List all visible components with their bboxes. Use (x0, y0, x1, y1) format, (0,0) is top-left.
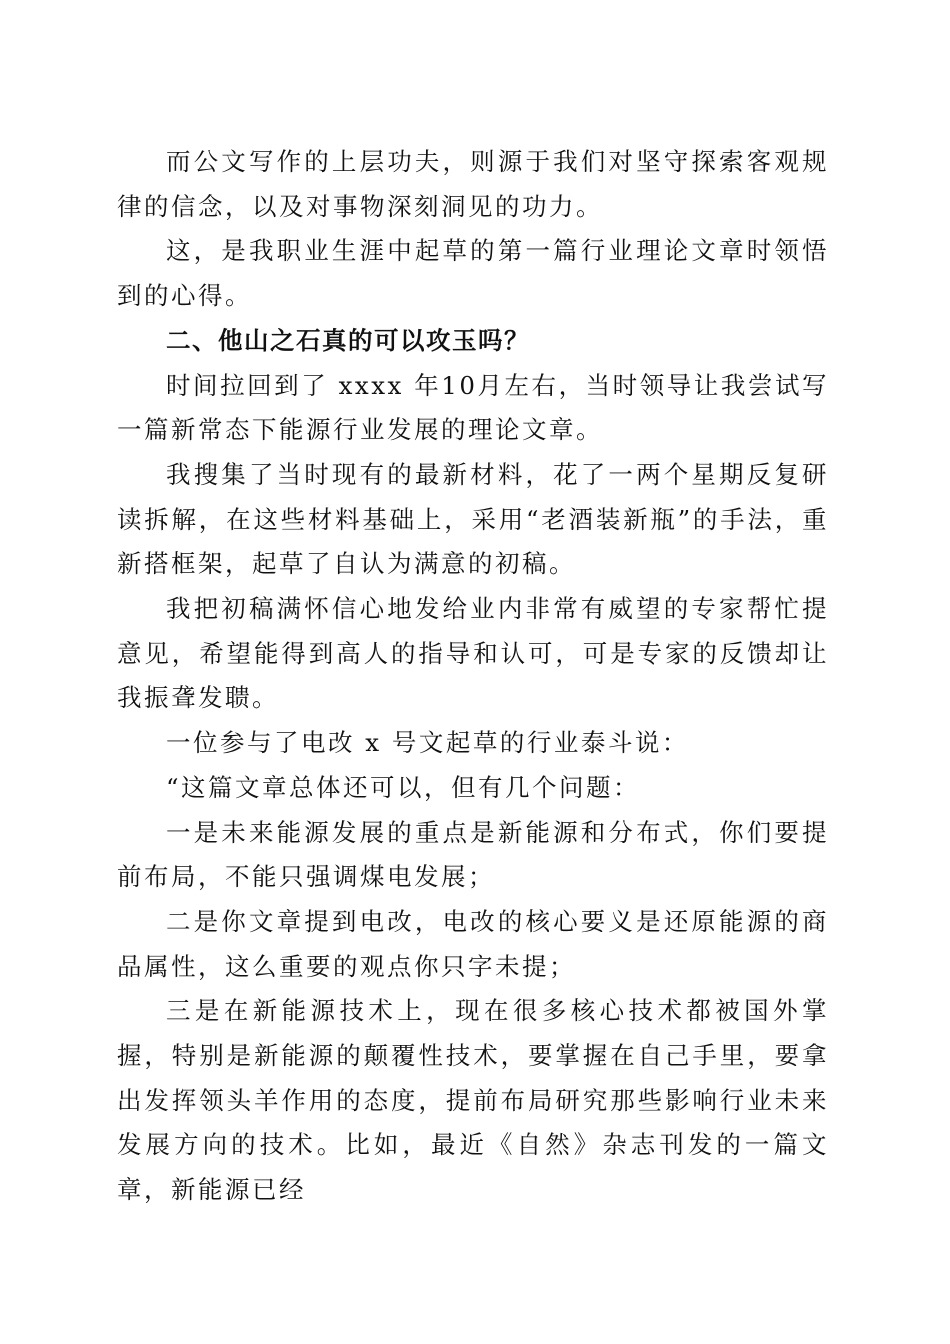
paragraph: 一位参与了电改 x 号文起草的行业泰斗说： (166, 728, 689, 758)
paragraph: 一是未来能源发展的重点是新能源和分布式，你们要提前布局，不能只强调煤电发展； (117, 817, 829, 892)
document-body (117, 140, 829, 1213)
paragraph: 我搜集了当时现有的最新材料，花了一两个星期反复研读拆解，在这些材料基础上，采用“老酒装新瓶”的手法，重新搭框架，起草了自认为满意的初稿。 (117, 459, 829, 579)
paragraph: 二是你文章提到电改，电改的核心要义是还原能源的商品属性，这么重要的观点你只字未提； (117, 906, 829, 981)
section-heading: 二、他山之石真的可以攻玉吗？ (166, 325, 530, 355)
paragraph: 我把初稿满怀信心地发给业内非常有威望的专家帮忙提意见，希望能得到高人的指导和认可，可是专家的反馈却让我振聋发聩。 (117, 594, 829, 713)
paragraph: 时间拉回到了 xxxx 年10月左右，当时领导让我尝试写一篇新常态下能源行业发展的理论文章。 (117, 370, 829, 445)
paragraph: “这篇文章总体还可以，但有几个问题： (166, 772, 641, 802)
paragraph: 三是在新能源技术上，现在很多核心技术都被国外掌握，特别是新能源的颠覆性技术，要掌握在自己手里，要拿出发挥领头羊作用的态度，提前布局研究那些影响行业未来发展方向的技术。比如，最近《自然》杂志刊发的一篇文章，新能源已经 (117, 996, 829, 1205)
paragraph: 这，是我职业生涯中起草的第一篇行业理论文章时领悟到的心得。 (117, 236, 829, 311)
paragraph: 而公文写作的上层功夫，则源于我们对坚守探索客观规律的信念，以及对事物深刻洞见的功力。 (117, 147, 829, 221)
